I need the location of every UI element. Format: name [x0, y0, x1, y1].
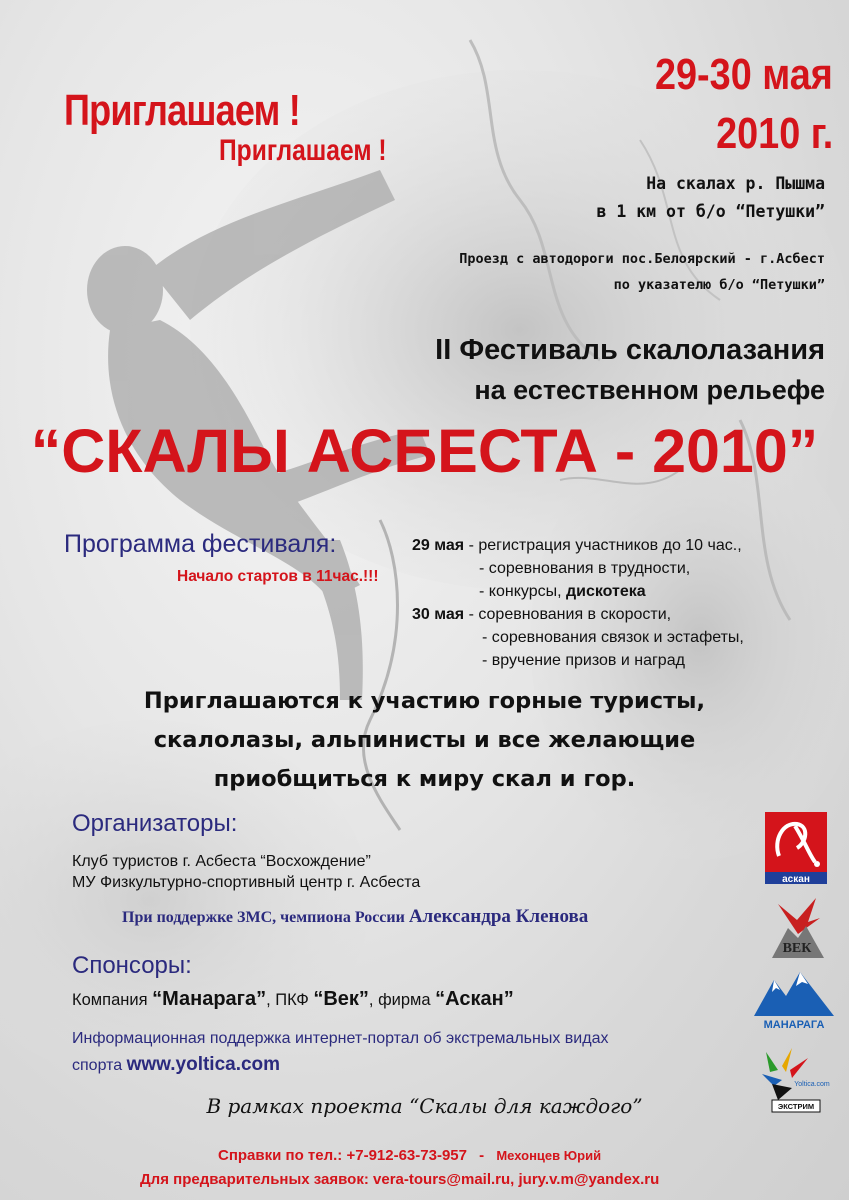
invitation-line-2: скалолазы, альпинисты и все желающие: [153, 727, 696, 753]
invitation-line-1: Приглашаются к участию горные туристы,: [143, 688, 706, 714]
schedule-day2-item-3: - вручение призов и наград: [482, 652, 685, 669]
invitation-line-3: приобщиться к миру скал и гор.: [213, 766, 636, 792]
schedule-day1-label: 29 мая: [412, 537, 465, 554]
schedule-day1-row-3: [479, 583, 646, 601]
location-line-1: На скалах р. Пышма: [646, 174, 825, 193]
route-line-1: Проезд с автодороги пос.Белоярский - г.Асбест: [459, 251, 825, 267]
apply-emails[interactable]: vera-tours@mail.ru, jury.v.m@yandex.ru: [373, 1171, 660, 1188]
project-tagline: В рамках проекта “Скалы для каждого”: [206, 1094, 643, 1118]
info-support-line-1: Информационная поддержка интернет-портал об экстремальных видах: [72, 1030, 609, 1047]
phone-dash: -: [479, 1147, 485, 1164]
support-prefix: При поддержке ЗМС, чемпиона России: [122, 909, 405, 926]
location-line-2: в 1 км от б/о “Петушки”: [596, 202, 825, 221]
info-prefix: спорта: [72, 1057, 123, 1074]
apply-label: Для предварительных заявок:: [140, 1171, 369, 1188]
apply-line: [140, 1171, 659, 1188]
sponsor-vek: “Век”: [313, 988, 369, 1010]
sponsor-prefix-1: Компания: [72, 991, 153, 1009]
phone-number[interactable]: +7-912-63-73-957: [346, 1147, 467, 1164]
sponsor-prefix-3: , фирма: [368, 991, 436, 1009]
sponsors-heading: Спонсоры:: [72, 952, 192, 979]
schedule-day1-item-2: - соревнования в трудности,: [479, 560, 691, 577]
yoltica-extrem-logo: [752, 1044, 836, 1116]
askan-logo-text: аскан: [782, 874, 810, 884]
extrem-logo-text: ЭКСТРИМ: [777, 1102, 815, 1111]
schedule-day2-item-2: - соревнования связок и эстафеты,: [482, 629, 744, 646]
event-date-year: 2010 г.: [715, 109, 833, 158]
organizer-line-2: МУ Физкультурно-спортивный центр г. Асбеста: [72, 874, 421, 891]
organizers-heading: Организаторы:: [72, 810, 238, 837]
invite-heading-2: Приглашаем !: [219, 134, 387, 167]
festival-title-line-1: II Фестиваль скалолазания: [435, 334, 825, 366]
yoltica-link[interactable]: www.yoltica.com: [126, 1054, 281, 1075]
schedule-day2-label: 30 мая: [412, 606, 465, 623]
invite-heading-1: Приглашаем !: [64, 86, 300, 135]
invitation-block: [0, 682, 849, 799]
schedule-day1-item-1: - регистрация участников до 10 час.,: [468, 537, 742, 554]
vek-logo-text: ВЕК: [782, 941, 812, 956]
program-heading: Программа фестиваля:: [64, 530, 337, 558]
vek-logo: [768, 894, 826, 960]
sponsor-manaraga: “Манарага”: [152, 988, 267, 1010]
schedule-day1-disco: дискотека: [565, 583, 646, 600]
askan-logo: [765, 812, 827, 884]
phone-label: Справки по тел.:: [218, 1147, 343, 1164]
phone-line: [218, 1147, 601, 1164]
sponsor-askan: “Аскан”: [435, 988, 514, 1010]
sponsor-prefix-2: , ПКФ: [266, 991, 314, 1009]
festival-main-title: “СКАЛЫ АСБЕСТА - 2010”: [30, 417, 819, 485]
schedule-day2-item-1: - соревнования в скорости,: [468, 606, 672, 623]
contact-name: Мехонцев Юрий: [496, 1148, 602, 1163]
support-line: [122, 906, 588, 928]
manaraga-logo-text: МАНАРАГА: [763, 1019, 825, 1031]
start-time-note: Начало стартов в 11час.!!!: [177, 568, 379, 585]
event-date-days: 29-30 мая: [655, 50, 833, 99]
festival-title-line-2: на естественном рельефе: [474, 375, 825, 405]
sponsors-line: [72, 988, 514, 1011]
organizer-line-1: Клуб туристов г. Асбеста “Восхождение”: [72, 853, 371, 870]
schedule-day1-row: [412, 537, 742, 555]
schedule-day2-row: [412, 606, 671, 624]
route-line-2: по указателю б/о “Петушки”: [613, 277, 825, 293]
schedule-day1-item-3: - конкурсы,: [479, 583, 562, 600]
yoltica-logo-text: Yoltica.com: [794, 1081, 830, 1088]
manaraga-logo: [752, 966, 836, 1032]
support-name: Александра Кленова: [408, 906, 589, 927]
info-support-line-2: [72, 1054, 280, 1076]
